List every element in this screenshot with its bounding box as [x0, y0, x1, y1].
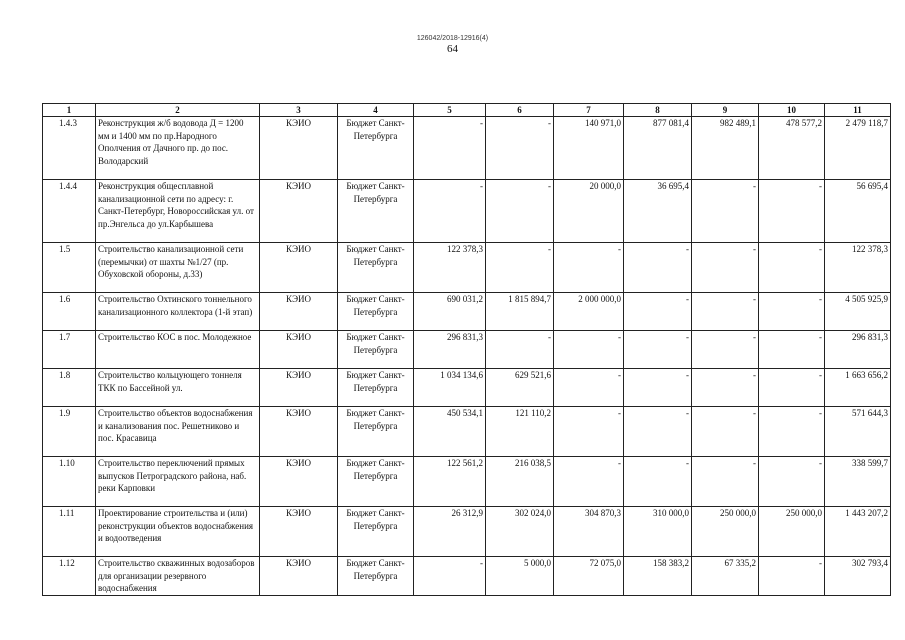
- row-value-col10: 478 577,2: [759, 117, 825, 180]
- row-funding-source: Бюджет Санкт-Петербурга: [338, 293, 414, 331]
- row-funding-source: Бюджет Санкт-Петербурга: [338, 117, 414, 180]
- row-total: 1 663 656,2: [825, 369, 891, 407]
- row-name: Строительство канализационной сети (перемычки) от шахты №1/27 (пр. Обуховской обороны, д.33): [96, 243, 260, 293]
- row-value-col6: -: [486, 117, 554, 180]
- row-funding-source: Бюджет Санкт-Петербурга: [338, 407, 414, 457]
- table-row: [43, 293, 891, 331]
- column-header: 3: [260, 104, 338, 117]
- row-value-col7: 304 870,3: [554, 507, 624, 557]
- row-value-col9: -: [692, 243, 759, 293]
- column-header: 4: [338, 104, 414, 117]
- row-value-col10: -: [759, 369, 825, 407]
- row-value-col8: -: [624, 407, 692, 457]
- row-name: Проектирование строительства и (или) реконструкции объектов водоснабжения и водоотведения: [96, 507, 260, 557]
- row-value-col9: 982 489,1: [692, 117, 759, 180]
- row-executor: КЭИО: [260, 117, 338, 180]
- row-name: Реконструкция ж/б водовода Д = 1200 мм и 1400 мм по пр.Народного Ополчения от Дачного пр. до пос. Володарский: [96, 117, 260, 180]
- row-value-col5: 1 034 134,6: [414, 369, 486, 407]
- row-code: 1.6: [43, 293, 96, 331]
- row-value-col8: 158 383,2: [624, 557, 692, 596]
- row-value-col7: -: [554, 407, 624, 457]
- table-row: [43, 457, 891, 507]
- row-value-col8: -: [624, 243, 692, 293]
- row-value-col7: -: [554, 243, 624, 293]
- row-value-col6: 629 521,6: [486, 369, 554, 407]
- row-executor: КЭИО: [260, 331, 338, 369]
- row-total: 302 793,4: [825, 557, 891, 596]
- row-value-col5: -: [414, 117, 486, 180]
- row-code: 1.4.3: [43, 117, 96, 180]
- row-executor: КЭИО: [260, 243, 338, 293]
- row-funding-source: Бюджет Санкт-Петербурга: [338, 331, 414, 369]
- row-code: 1.11: [43, 507, 96, 557]
- row-value-col9: -: [692, 457, 759, 507]
- table-row: [43, 369, 891, 407]
- row-value-col10: -: [759, 331, 825, 369]
- row-name: Строительство кольцующего тоннеля ТКК по Бассейной ул.: [96, 369, 260, 407]
- page-number: 64: [447, 43, 458, 55]
- row-value-col7: -: [554, 369, 624, 407]
- column-header: 7: [554, 104, 624, 117]
- row-executor: КЭИО: [260, 180, 338, 243]
- column-header: 6: [486, 104, 554, 117]
- row-value-col5: -: [414, 557, 486, 596]
- row-total: 4 505 925,9: [825, 293, 891, 331]
- column-header: 10: [759, 104, 825, 117]
- row-total: 2 479 118,7: [825, 117, 891, 180]
- row-value-col6: -: [486, 180, 554, 243]
- row-code: 1.10: [43, 457, 96, 507]
- row-name: Строительство КОС в пос. Молодежное: [96, 331, 260, 369]
- table-row: [43, 243, 891, 293]
- table-row: [43, 557, 891, 596]
- row-value-col7: 20 000,0: [554, 180, 624, 243]
- row-name: Строительство скважинных водозаборов для организации резервного водоснабжения: [96, 557, 260, 596]
- row-code: 1.5: [43, 243, 96, 293]
- row-value-col6: 216 038,5: [486, 457, 554, 507]
- row-total: 338 599,7: [825, 457, 891, 507]
- row-value-col6: 302 024,0: [486, 507, 554, 557]
- row-funding-source: Бюджет Санкт-Петербурга: [338, 369, 414, 407]
- row-code: 1.7: [43, 331, 96, 369]
- row-value-col9: -: [692, 293, 759, 331]
- program-table: [42, 103, 891, 596]
- row-value-col6: -: [486, 331, 554, 369]
- row-value-col10: -: [759, 180, 825, 243]
- row-value-col7: 72 075,0: [554, 557, 624, 596]
- column-header: 5: [414, 104, 486, 117]
- table-row: [43, 331, 891, 369]
- row-funding-source: Бюджет Санкт-Петербурга: [338, 507, 414, 557]
- row-code: 1.4.4: [43, 180, 96, 243]
- row-value-col9: 250 000,0: [692, 507, 759, 557]
- row-value-col10: -: [759, 557, 825, 596]
- row-value-col5: 296 831,3: [414, 331, 486, 369]
- row-code: 1.12: [43, 557, 96, 596]
- row-funding-source: Бюджет Санкт-Петербурга: [338, 557, 414, 596]
- row-value-col5: 690 031,2: [414, 293, 486, 331]
- row-value-col5: 122 378,3: [414, 243, 486, 293]
- row-total: 122 378,3: [825, 243, 891, 293]
- column-header: 1: [43, 104, 96, 117]
- row-executor: КЭИО: [260, 369, 338, 407]
- column-header: 8: [624, 104, 692, 117]
- row-value-col10: 250 000,0: [759, 507, 825, 557]
- row-value-col8: 36 695,4: [624, 180, 692, 243]
- row-executor: КЭИО: [260, 507, 338, 557]
- column-header: 9: [692, 104, 759, 117]
- row-name: Строительство переключений прямых выпусков Петроградского района, наб. реки Карповки: [96, 457, 260, 507]
- row-value-col8: -: [624, 293, 692, 331]
- row-total: 296 831,3: [825, 331, 891, 369]
- row-name: Строительство объектов водоснабжения и канализования пос. Решетниково и пос. Красавица: [96, 407, 260, 457]
- row-funding-source: Бюджет Санкт-Петербурга: [338, 180, 414, 243]
- column-header: 11: [825, 104, 891, 117]
- row-funding-source: Бюджет Санкт-Петербурга: [338, 457, 414, 507]
- row-value-col7: 140 971,0: [554, 117, 624, 180]
- row-name: Реконструкция общесплавной канализационной сети по адресу: г. Санкт-Петербург, Новороссийская ул. от пр.Энгельса до ул.Карбышева: [96, 180, 260, 243]
- row-value-col5: 122 561,2: [414, 457, 486, 507]
- row-value-col7: 2 000 000,0: [554, 293, 624, 331]
- row-total: 571 644,3: [825, 407, 891, 457]
- row-value-col10: -: [759, 407, 825, 457]
- row-value-col6: 121 110,2: [486, 407, 554, 457]
- row-value-col8: -: [624, 369, 692, 407]
- row-value-col10: -: [759, 243, 825, 293]
- row-value-col8: 877 081,4: [624, 117, 692, 180]
- column-header: 2: [96, 104, 260, 117]
- row-value-col10: -: [759, 293, 825, 331]
- row-value-col7: -: [554, 331, 624, 369]
- row-name: Строительство Охтинского тоннельного канализационного коллектора (1-й этап): [96, 293, 260, 331]
- row-value-col8: -: [624, 331, 692, 369]
- row-value-col5: 450 534,1: [414, 407, 486, 457]
- row-executor: КЭИО: [260, 457, 338, 507]
- row-value-col8: -: [624, 457, 692, 507]
- row-executor: КЭИО: [260, 407, 338, 457]
- row-value-col7: -: [554, 457, 624, 507]
- row-value-col6: 1 815 894,7: [486, 293, 554, 331]
- document-id: 126042/2018-12916(4): [416, 35, 489, 42]
- row-value-col10: -: [759, 457, 825, 507]
- row-value-col9: -: [692, 369, 759, 407]
- row-total: 1 443 207,2: [825, 507, 891, 557]
- table-header-row: [43, 104, 891, 117]
- row-executor: КЭИО: [260, 293, 338, 331]
- table-row: [43, 180, 891, 243]
- row-value-col9: -: [692, 407, 759, 457]
- row-funding-source: Бюджет Санкт-Петербурга: [338, 243, 414, 293]
- row-code: 1.8: [43, 369, 96, 407]
- row-value-col6: -: [486, 243, 554, 293]
- table-row: [43, 507, 891, 557]
- table-row: [43, 117, 891, 180]
- row-executor: КЭИО: [260, 557, 338, 596]
- row-value-col5: 26 312,9: [414, 507, 486, 557]
- row-value-col9: 67 335,2: [692, 557, 759, 596]
- row-value-col6: 5 000,0: [486, 557, 554, 596]
- row-total: 56 695,4: [825, 180, 891, 243]
- table-row: [43, 407, 891, 457]
- row-value-col9: -: [692, 331, 759, 369]
- row-value-col9: -: [692, 180, 759, 243]
- row-code: 1.9: [43, 407, 96, 457]
- row-value-col8: 310 000,0: [624, 507, 692, 557]
- row-value-col5: -: [414, 180, 486, 243]
